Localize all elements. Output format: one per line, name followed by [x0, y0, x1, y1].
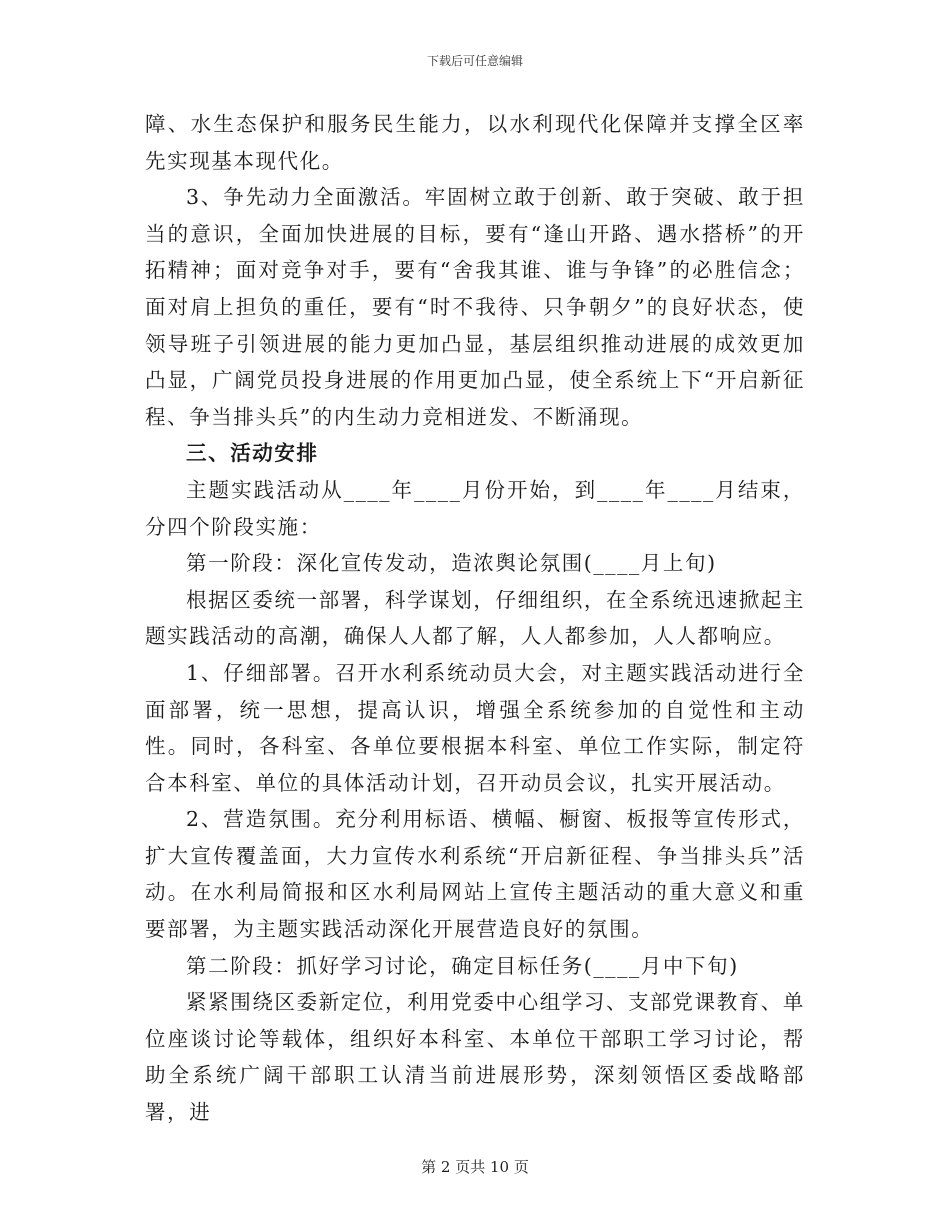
page-header: 下载后可任意编辑 [426, 54, 523, 68]
paragraph: 根据区委统一部署，科学谋划，仔细组织，在全系统迅速掀起主题实践活动的高潮，确保人人都了解，人人都参加，人人都响应。 [145, 587, 805, 649]
section-heading: 三、活动安排 [186, 441, 319, 466]
paragraph: 主题实践活动从____年____月份开始，到____年____月结束，分四个阶段实施： [145, 477, 805, 539]
paragraph: 3、争先动力全面激活。牢固树立敢于创新、敢于突破、敢于担当的意识，全面加快进展的目标，要有“逢山开路、遇水搭桥”的开拓精神；面对竞争对手，要有“舍我其谁、谁与争锋”的必胜信念；面对肩上担负的重任，要有“时不我待、只争朝夕”的良好状态，使领导班子引领进展的能力更加凸显，基层组织推动进展的成效更加凸显，广阔党员投身进展的作用更加凸显，使全系统上下“开启新征程、争当排头兵”的内生动力竞相迸发、不断涌现。 [145, 185, 805, 429]
paragraph: 2、营造氛围。充分利用标语、横幅、橱窗、板报等宣传形式，扩大宣传覆盖面，大力宣传水利系统“开启新征程、争当排头兵”活动。在水利局简报和区水利局网站上宣传主题活动的重大意义和重要部署，为主题实践活动深化开展营造良好的氛围。 [145, 807, 805, 942]
stage-title: 第二阶段：抓好学习讨论，确定目标任务(____月中下旬) [186, 953, 739, 978]
stage-title: 第一阶段：深化宣传发动，造浓舆论氛围(____月上旬) [186, 551, 717, 576]
paragraph: 障、水生态保护和服务民生能力，以水利现代化保障并支撑全区率先实现基本现代化。 [145, 112, 805, 173]
paragraph: 1、仔细部署。召开水利系统动员大会，对主题实践活动进行全面部署，统一思想，提高认识，增强全系统参加的自觉性和主动性。同时，各科室、各单位要根据本科室、单位工作实际，制定符合本科室、单位的具体活动计划，召开动员会议，扎实开展活动。 [145, 660, 805, 795]
document-body [145, 106, 805, 1131]
paragraph: 紧紧围绕区委新定位，利用党委中心组学习、支部党课教育、单位座谈讨论等载体，组织好本科室、本单位干部职工学习讨论，帮助全系统广阔干部职工认清当前进展形势，深刻领悟区委战略部署，进 [145, 990, 805, 1125]
page-footer: 第 2 页共 10 页 [421, 1158, 529, 1176]
